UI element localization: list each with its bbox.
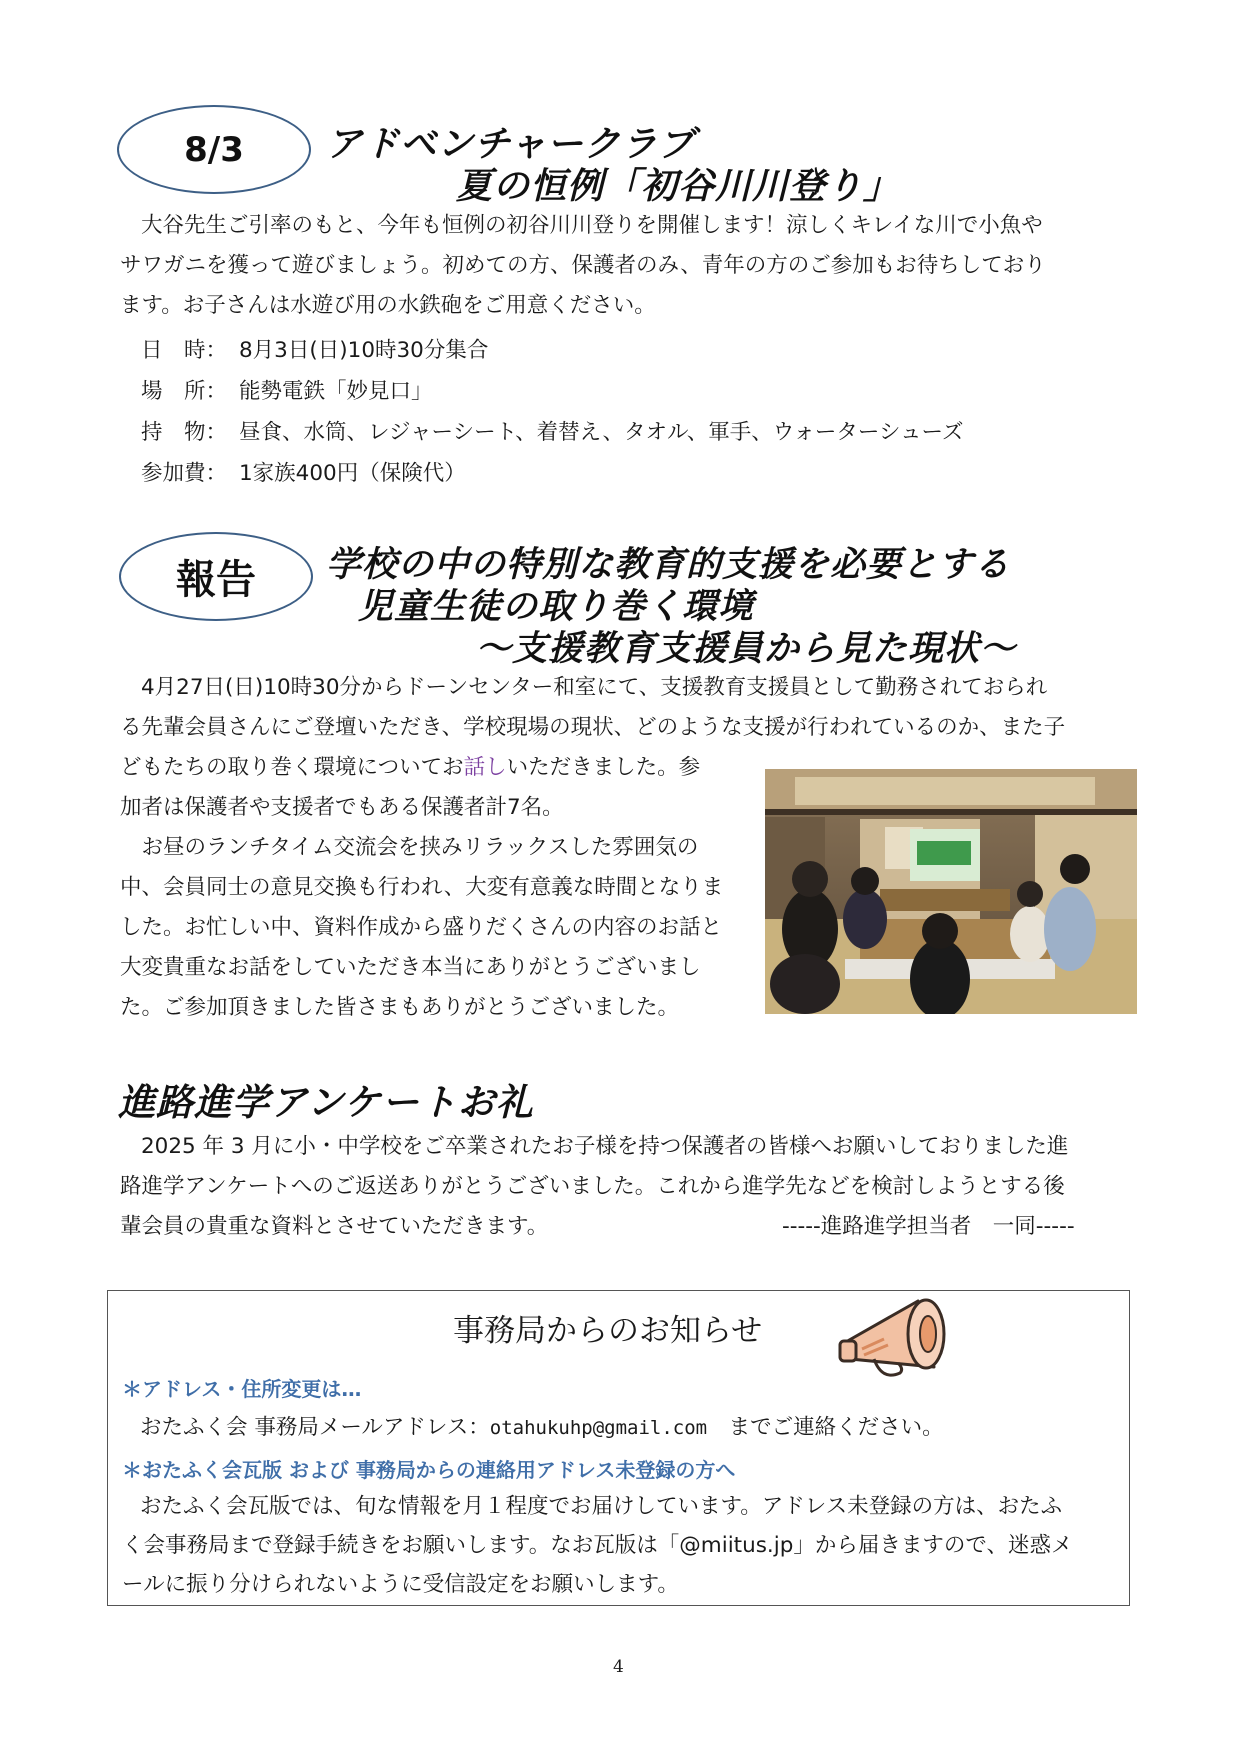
report-title-line3: ～支援教育支援員から見た現状～ <box>476 629 1017 669</box>
event-title-line1: アドベンチャークラブ <box>326 124 695 165</box>
detail-row-fee <box>141 453 1131 494</box>
survey-body-line: 輩会員の貴重な資料とさせていただきます。 <box>120 1214 549 1239</box>
detail-label: 場 所： <box>141 379 228 404</box>
notice-box <box>107 1290 1130 1606</box>
notice-body <box>122 1487 1122 1604</box>
notice-contact-text: おたふく会 事務局メールアドレス： <box>140 1415 490 1440</box>
survey-signature: -----進路進学担当者 一同----- <box>782 1214 1075 1239</box>
report-badge <box>119 532 313 621</box>
event-date-text: 8/3 <box>184 129 244 170</box>
meeting-photo <box>765 769 1137 1014</box>
notice-body-line: ールに振り分けられないように受信設定をお願いします。 <box>122 1572 679 1597</box>
notice-title: 事務局からのお知らせ <box>453 1313 763 1349</box>
event-details <box>141 330 1131 494</box>
detail-label: 参加費： <box>141 461 228 486</box>
notice-contact-text: までご連絡ください。 <box>707 1415 944 1440</box>
page-number: 4 <box>613 1657 624 1677</box>
detail-value: 能勢電鉄「妙見口」 <box>239 379 433 404</box>
detail-value: 1家族400円（保険代） <box>239 461 466 486</box>
report-body-line: 大変貴重なお話をしていただき本当にありがとうございまし <box>120 955 701 980</box>
event-date-badge <box>117 105 311 194</box>
survey-body-line: 2025 年 3 月に小・中学校をご卒業されたお子様を持つ保護者の皆様へお願いしておりました進 <box>141 1134 1069 1159</box>
office-email: otahukuhp@gmail.com <box>489 1417 708 1439</box>
report-body-line: 中、会員同士の意見交換も行われ、大変有意義な時間となりま <box>120 875 724 900</box>
report-body-line: る先輩会員さんにご登壇いただき、学校現場の現状、どのような支援が行われているのか、また子 <box>120 715 1066 740</box>
report-body-line: た。ご参加頂きました皆さまもありがとうございました。 <box>120 995 680 1020</box>
report-title-line1: 学校の中の特別な教育的支援を必要とする <box>326 545 1011 585</box>
report-body-line: 加者は保護者や支援者でもある保護者計7名。 <box>120 795 564 820</box>
detail-row-datetime <box>141 330 1131 371</box>
notice-heading-unregistered: ＊おたふく会瓦版 および 事務局からの連絡用アドレス未登録の方へ <box>122 1458 736 1482</box>
detail-label: 持 物： <box>141 420 228 445</box>
detail-value: 昼食、水筒、レジャーシート、着替え、タオル、軍手、ウォーターシューズ <box>239 420 964 445</box>
notice-contact-line <box>140 1410 944 1441</box>
report-line3-part: どもたちの取り巻く環境についてお <box>120 755 464 780</box>
report-title-line2: 児童生徒の取り巻く環境 <box>358 587 755 627</box>
report-line3-part: いただきました。参 <box>506 755 701 780</box>
report-highlight-text: 話し <box>463 755 507 780</box>
notice-body-line: く会事務局まで登録手続きをお願いします。なお瓦版は「@miitus.jp」から届きますので、迷惑メ <box>122 1533 1073 1558</box>
meeting-photo-illustration <box>765 769 1137 1014</box>
report-body-line: お昼のランチタイム交流会を挟みリラックスした雰囲気の <box>120 835 699 860</box>
event-title-line2: 夏の恒例「初谷川川登り」 <box>456 166 901 207</box>
megaphone-icon <box>838 1293 960 1389</box>
report-body-line: した。お忙しい中、資料作成から盛りだくさんの内容のお話と <box>120 915 723 940</box>
detail-row-place <box>141 371 1131 412</box>
notice-heading-address-change: ＊アドレス・住所変更は… <box>122 1377 362 1401</box>
notice-body-line: おたふく会瓦版では、旬な情報を月１程度でお届けしています。アドレス未登録の方は、おたふ <box>140 1494 1063 1519</box>
survey-title: 進路進学アンケートお礼 <box>118 1081 534 1124</box>
report-body-line: 4月27日(日)10時30分からドーンセンター和室にて、支援教育支援員として勤務されておられ <box>141 675 1048 700</box>
survey-body-line: 路進学アンケートへのご返送ありがとうございました。これから進学先などを検討しようとする後 <box>120 1174 1065 1199</box>
report-body-narrow <box>120 788 760 1028</box>
event-intro-line: 大谷先生ご引率のもと、今年も恒例の初谷川川登りを開催します！涼しくキレイな川で小魚や <box>141 213 1043 238</box>
detail-row-items <box>141 412 1131 453</box>
detail-label: 日 時： <box>141 338 228 363</box>
report-badge-text: 報告 <box>176 557 256 603</box>
event-intro <box>120 206 1130 326</box>
event-intro-line: サワガニを獲って遊びましょう。初めての方、保護者のみ、青年の方のご参加もお待ちしており <box>120 253 1046 278</box>
detail-value: 8月3日(日)10時30分集合 <box>239 338 489 363</box>
event-intro-line: ます。お子さんは水遊び用の水鉄砲をご用意ください。 <box>120 293 656 318</box>
